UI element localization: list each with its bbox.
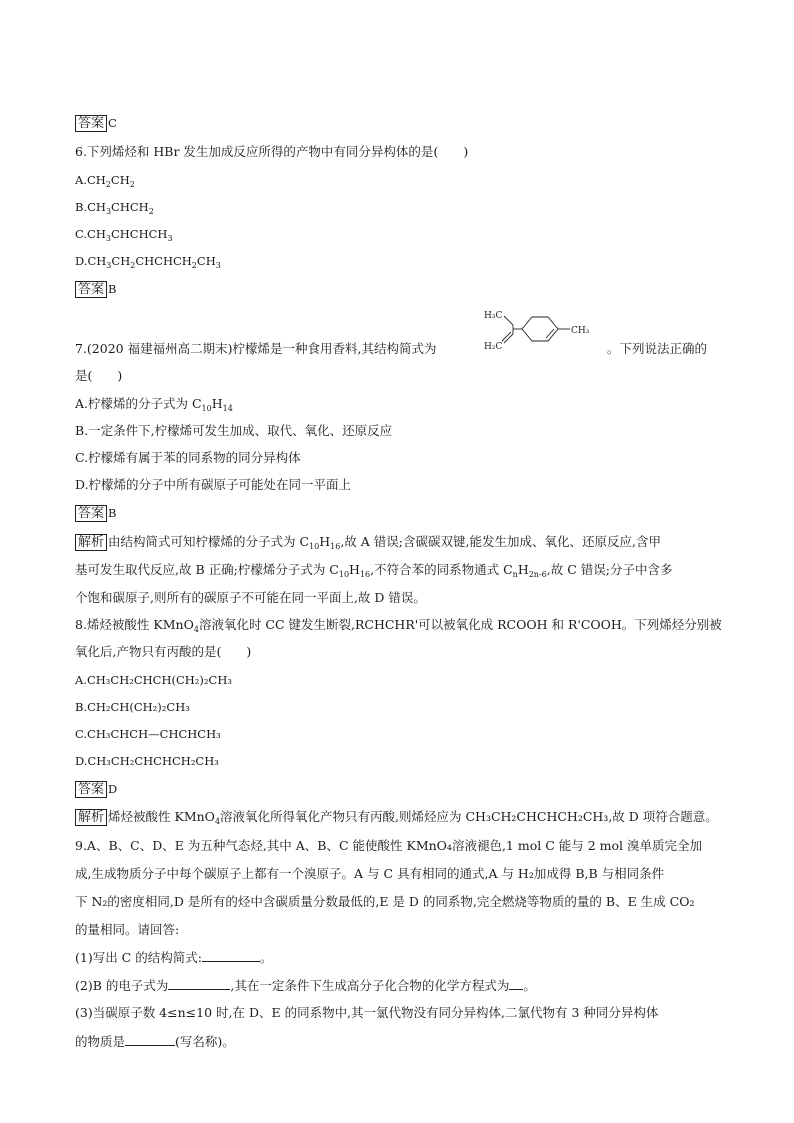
answer-value: C — [108, 116, 117, 130]
answer-tag: 答案 — [75, 115, 107, 132]
q7-option-b: B.一定条件下,柠檬烯可发生加成、取代、氧化、还原反应 — [75, 423, 393, 438]
q6-stem: 6.下列烯烃和 HBr 发生加成反应所得的产物中有同分异构体的是( ) — [75, 144, 469, 159]
q7-option-a: A.柠檬烯的分子式为 $C_{10}H_{14}$ — [75, 396, 233, 413]
answer-value: B — [108, 282, 117, 296]
q8-stem-line1: 8.烯烃被酸性 KMnO$_4$溶液氧化时 CC 键发生断裂,RCHCHR'可以被氧化成 RCOOH 和 R'COOH。下列烯烃分别被 — [75, 617, 722, 634]
q7-analysis-line2: 基可发生取代反应,故 B 正确;柠檬烯分子式为 $C_{10}H_{16}$,不符合苯的同系物通式 $C_nH_{2n-6}$,故 C 错误;分子中含多 — [75, 562, 673, 579]
fill-blank[interactable] — [168, 977, 230, 990]
q6-answer-line — [75, 281, 116, 298]
q8-answer-line — [75, 781, 117, 798]
analysis-tag: 解析 — [75, 534, 107, 551]
fill-blank[interactable] — [509, 977, 523, 990]
analysis-tag: 解析 — [75, 809, 107, 826]
q7-analysis-line3: 个饱和碳原子,则所有的碳原子不可能在同一平面上,故 D 错误。 — [75, 590, 426, 605]
q8-analysis: 解析 烯烃被酸性 KMnO$_4$溶液氧化所得氧化产物只有丙酸,则烯烃应为 CH₃CH₂CHCHCH₂CH₃,故 D 项符合题意。 — [75, 809, 718, 826]
q9-sub3-line1: (3)当碳原子数 4≤n≤10 时,在 D、E 的同系物中,其一氯代物没有同分异构体,二氯代物有 3 种同分异构体 — [75, 1005, 659, 1020]
q9-sub2: (2)B 的电子式为 ,其在一定条件下生成高分子化合物的化学方程式为 。 — [75, 978, 536, 993]
h3c-label: H₃C — [484, 311, 503, 321]
q6-option-c: $C.CH_3CHCHCH_3$ — [75, 227, 173, 243]
q7-stem-c: 是( ) — [75, 368, 123, 383]
q7-option-d: D.柠檬烯的分子中所有碳原子可能处在同一平面上 — [75, 477, 352, 492]
answer-tag: 答案 — [75, 505, 107, 522]
answer-tag: 答案 — [75, 781, 107, 798]
q9-sub3-line2: 的物质是 (写名称)。 — [75, 1034, 235, 1049]
q8-option-b: B.CH₂CH(CH₂)₂CH₃ — [75, 700, 190, 714]
q7-stem-a: 7.(2020 福建福州高二期末)柠檬烯是一种食用香料,其结构简式为 — [75, 341, 437, 356]
answer-value: B — [108, 506, 117, 520]
fill-blank[interactable] — [202, 949, 260, 962]
q6-option-a: $A.CH_2CH_2$ — [75, 173, 135, 189]
ch3-label: CH₃ — [571, 326, 590, 336]
q7-answer-line — [75, 505, 116, 522]
limonene-structure — [480, 305, 600, 355]
q9-stem-line4: 的量相同。请回答: — [75, 922, 180, 937]
q9-stem-line3: 下 N₂的密度相同,D 是所有的烃中含碳质量分数最低的,E 是 D 的同系物,完全燃烧等物质的量的 B、E 生成 CO₂ — [75, 894, 695, 909]
q8-option-c: C.CH₃CHCH—CHCHCH₃ — [75, 727, 221, 741]
answer-value: D — [108, 782, 118, 796]
q9-sub1: (1)写出 C 的结构简式: 。 — [75, 950, 273, 965]
q8-option-a: A.CH₃CH₂CHCH(CH₂)₂CH₃ — [75, 673, 232, 687]
h2c-label: H₂C — [484, 342, 503, 352]
q6-option-b: $B.CH_3CHCH_2$ — [75, 200, 154, 216]
q7-stem-b: 。下列说法正确的 — [607, 341, 708, 356]
fill-blank[interactable] — [125, 1033, 175, 1046]
q8-option-d: D.CH₃CH₂CHCHCH₂CH₃ — [75, 754, 219, 768]
q6-option-d: $D.CH_3CH_2CHCHCH_2CH_3$ — [75, 254, 221, 270]
q9-stem-line1: 9.A、B、C、D、E 为五种气态烃,其中 A、B、C 能使酸性 KMnO₄溶液褪色,1 mol C 能与 2 mol 溴单质完全加 — [75, 838, 702, 853]
q5-answer-line — [75, 115, 117, 132]
q7-analysis-line1: 解析 由结构简式可知柠檬烯的分子式为 $C_{10}H_{16}$,故 A 错误;含碳碳双键,能发生加成、氧化、还原反应,含甲 — [75, 534, 661, 551]
q8-stem-line2: 氧化后,产物只有丙酸的是( ) — [75, 644, 252, 659]
answer-tag: 答案 — [75, 281, 107, 298]
q7-option-c: C.柠檬烯有属于苯的同系物的同分异构体 — [75, 450, 301, 465]
q9-stem-line2: 成,生成物质分子中每个碳原子上都有一个溴原子。A 与 C 具有相同的通式,A 与 H₂加成得 B,B 与相同条件 — [75, 866, 665, 881]
